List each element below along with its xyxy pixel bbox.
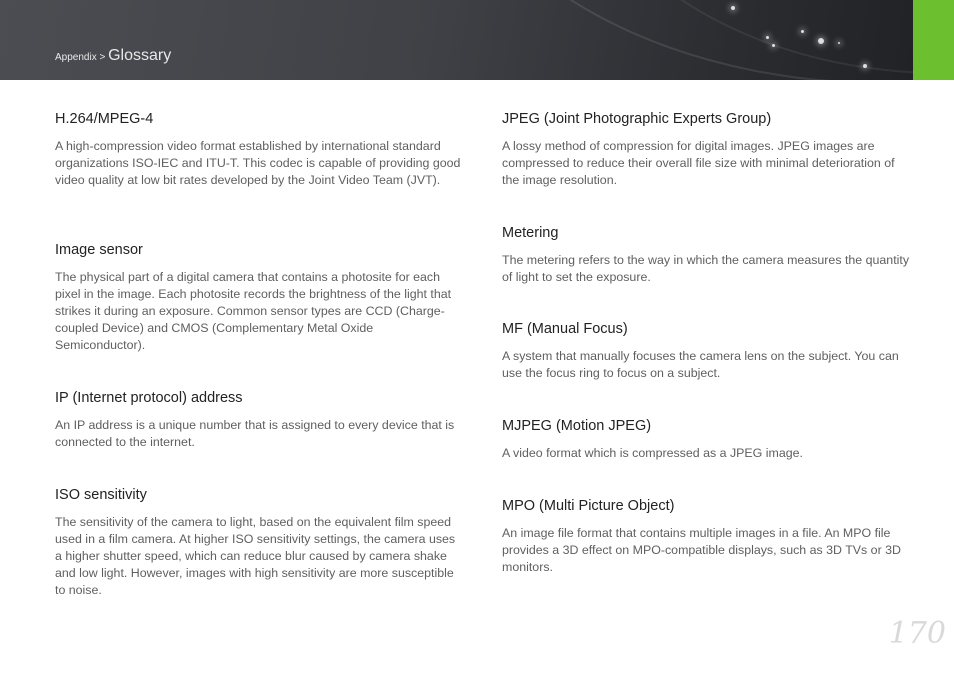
glossary-definition: A lossy method of compression for digital images. JPEG images are compressed to reduce their overall file size with minimal deterioration of the image resolution. bbox=[502, 139, 895, 187]
breadcrumb bbox=[55, 47, 171, 65]
sparkle-icon bbox=[801, 30, 804, 33]
glossary-entry bbox=[502, 320, 912, 382]
glossary-definition: An image file format that contains multiple images in a file. An MPO file provides a 3D effect on MPO-compatible displays, such as 3D TVs or 3D monitors. bbox=[502, 526, 901, 574]
glossary-entry bbox=[55, 486, 465, 599]
glossary-entry bbox=[502, 110, 912, 189]
glossary-term: Metering bbox=[502, 225, 559, 241]
glossary-definition: A video format which is compressed as a JPEG image. bbox=[502, 446, 803, 460]
glossary-term: MF (Manual Focus) bbox=[502, 321, 628, 337]
page-number: 170 bbox=[888, 616, 946, 651]
glossary-term: IP (Internet protocol) address bbox=[55, 390, 243, 406]
breadcrumb-parent[interactable]: Appendix bbox=[55, 52, 97, 63]
sparkle-icon bbox=[838, 42, 840, 44]
glossary-definition: The physical part of a digital camera that contains a photosite for each pixel in the image. Each photosite records the brightness of the light that strikes it during an exposure. Common sensor types are CCD (Charge-coupled Device) and CMOS (Complementary Metal Oxide Semiconductor). bbox=[55, 270, 452, 352]
sparkle-icon bbox=[818, 38, 824, 44]
sparkle-icon bbox=[863, 64, 867, 68]
glossary-definition: A high-compression video format established by international standard organizations ISO-IEC and ITU-T. This codec is capable of providing good video quality at low bit rates developed by the Joint Video Team (JVT). bbox=[55, 139, 461, 187]
page-header bbox=[0, 0, 954, 80]
glossary-definition: The metering refers to the way in which the camera measures the quantity of light to set the exposure. bbox=[502, 253, 910, 284]
glossary-term: Image sensor bbox=[55, 242, 143, 258]
glossary-entry bbox=[502, 224, 912, 286]
glossary-definition: A system that manually focuses the camera lens on the subject. You can use the focus ring to focus on a subject. bbox=[502, 349, 899, 380]
section-tab bbox=[913, 0, 954, 80]
glossary-entry bbox=[55, 389, 465, 451]
glossary-entry bbox=[502, 417, 912, 462]
glossary-entry bbox=[502, 497, 912, 576]
glossary-term: H.264/MPEG-4 bbox=[55, 111, 154, 127]
glossary-definition: An IP address is a unique number that is assigned to every device that is connected to the internet. bbox=[55, 418, 455, 449]
sparkle-icon bbox=[772, 44, 775, 47]
glossary-entry bbox=[55, 241, 465, 354]
breadcrumb-separator: > bbox=[96, 52, 109, 63]
sparkle-icon bbox=[731, 6, 735, 10]
glossary-definition: The sensitivity of the camera to light, based on the equivalent film speed used in a film camera. At higher ISO sensitivity settings, the camera uses a higher shutter speed, which can reduce blur caused by camera shake and low light. However, images with high sensitivity are more susceptible to noise. bbox=[55, 515, 456, 597]
glossary-term: ISO sensitivity bbox=[55, 487, 147, 503]
glossary-term: MPO (Multi Picture Object) bbox=[502, 498, 675, 514]
glossary-entry bbox=[55, 110, 465, 189]
sparkle-icon bbox=[766, 36, 769, 39]
glossary-term: JPEG (Joint Photographic Experts Group) bbox=[502, 111, 772, 127]
glossary-term: MJPEG (Motion JPEG) bbox=[502, 418, 652, 434]
breadcrumb-current: Glossary bbox=[108, 47, 172, 64]
